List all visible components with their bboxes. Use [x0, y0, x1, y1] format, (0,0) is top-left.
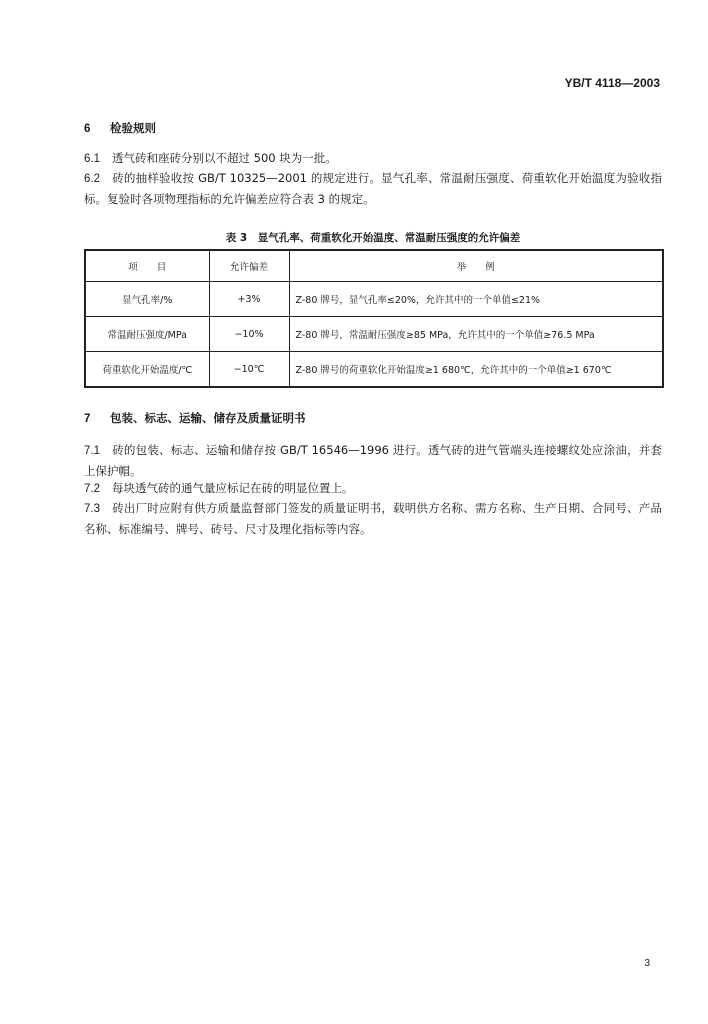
- section-6-title: 检验规则: [110, 121, 157, 135]
- clause-6-1-number: 6.1: [84, 153, 100, 165]
- header-example: 举 例: [289, 250, 663, 282]
- section-7-number: 7: [84, 413, 91, 425]
- clause-6-1: [84, 148, 662, 169]
- clause-6-2-text: 砖的抽样验收按 GB/T 10325—2001 的规定进行。显气孔率、常温耐压强度、荷重软化开始温度为验收指标。复验时各项物理指标的允许偏差应符合表 3 的规定。: [84, 171, 662, 206]
- clause-7-2-number: 7.2: [84, 483, 100, 495]
- row-tolerance: −10%: [209, 317, 289, 352]
- row-item: 常温耐压强度/MPa: [85, 317, 209, 352]
- clause-7-2-text: 每块透气砖的通气量应标记在砖的明显位置上。: [112, 481, 354, 495]
- row-example: Z-80 牌号，显气孔率≤20%，允许其中的一个单值≤21%: [289, 282, 663, 317]
- clause-7-2: [84, 478, 662, 499]
- standard-code: YB/T 4118—2003: [564, 76, 660, 90]
- table-row: [85, 317, 663, 352]
- section-6-heading: [84, 120, 156, 136]
- row-example: Z-80 牌号的荷重软化开始温度≥1 680℃，允许其中的一个单值≥1 670℃: [289, 352, 663, 388]
- header-item: 项 目: [85, 250, 209, 282]
- section-7-heading: [84, 410, 306, 426]
- header-tolerance: 允许偏差: [209, 250, 289, 282]
- table-row: [85, 282, 663, 317]
- table-row: [85, 352, 663, 388]
- table-header-row: [85, 250, 663, 282]
- row-item: 显气孔率/%: [85, 282, 209, 317]
- table-3-caption: 表 3 显气孔率、荷重软化开始温度、常温耐压强度的允许偏差: [225, 232, 521, 244]
- table-3: [84, 249, 664, 388]
- row-item: 荷重软化开始温度/℃: [85, 352, 209, 388]
- row-tolerance: +3%: [209, 282, 289, 317]
- row-example: Z-80 牌号，常温耐压强度≥85 MPa，允许其中的一个单值≥76.5 MPa: [289, 317, 663, 352]
- clause-7-3: [84, 498, 662, 539]
- page-number: 3: [644, 958, 650, 969]
- clause-6-2-number: 6.2: [84, 173, 100, 185]
- clause-7-1: [84, 440, 662, 481]
- section-7-title: 包装、标志、运输、储存及质量证明书: [110, 411, 306, 425]
- clause-7-3-number: 7.3: [84, 503, 100, 515]
- clause-7-3-text: 砖出厂时应附有供方质量监督部门签发的质量证明书，载明供方名称、需方名称、生产日期、合同号、产品名称、标准编号、牌号、砖号、尺寸及理化指标等内容。: [84, 501, 662, 536]
- row-tolerance: −10℃: [209, 352, 289, 388]
- clause-6-2: [84, 168, 662, 209]
- clause-7-1-text: 砖的包装、标志、运输和储存按 GB/T 16546—1996 进行。透气砖的进气管端头连接螺纹处应涂油，并套上保护帽。: [84, 443, 662, 478]
- clause-7-1-number: 7.1: [84, 445, 100, 457]
- clause-6-1-text: 透气砖和座砖分别以不超过 500 块为一批。: [112, 151, 337, 165]
- section-6-number: 6: [84, 123, 91, 135]
